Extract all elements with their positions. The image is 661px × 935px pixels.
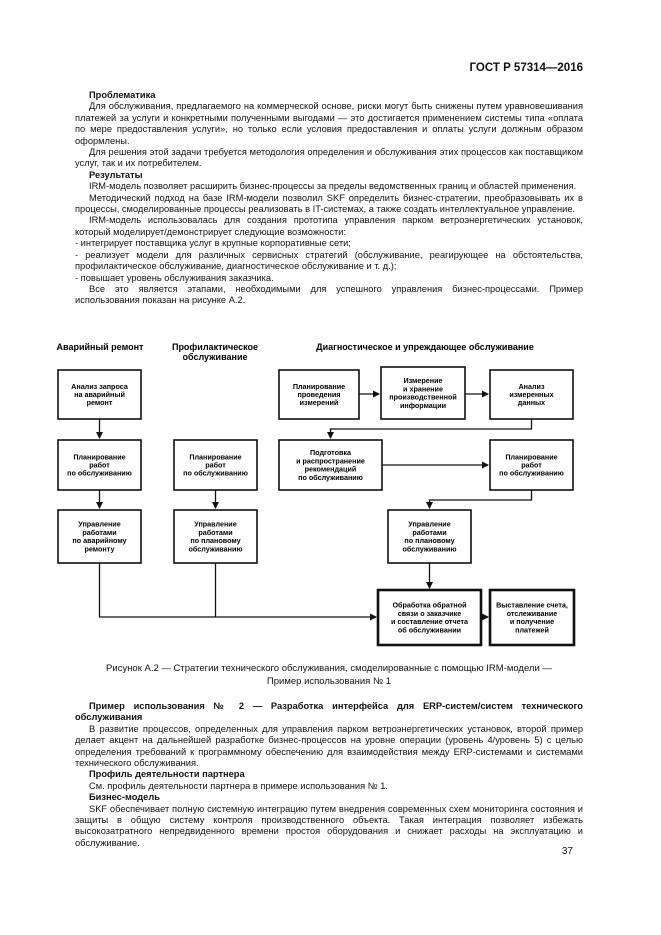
process-diagram	[50, 332, 590, 652]
paragraph: См. профиль деятельности партнера в примере использования № 1.	[89, 780, 389, 791]
paragraph: IRM-модель использовалась для создания прототипа управления парком ветроэнергетических установок, который моделирует/демонстрирует следующие возможности:	[75, 215, 583, 237]
box-label-line: Подготовка	[310, 448, 351, 458]
heading-partner-profile: Профиль деятельности партнера	[89, 769, 245, 780]
box-label-line: связи о заказчике	[397, 608, 462, 618]
heading-problem: Проблематика	[89, 90, 156, 100]
box-label-line: по плановому	[190, 536, 241, 546]
box-plan-emergency	[58, 440, 141, 490]
figure-caption	[75, 663, 583, 688]
document-id: ГОСТ Р 57314—2016	[469, 62, 583, 74]
box-label-line: Планирование	[189, 452, 242, 462]
box-label-line: Управление	[78, 519, 121, 529]
box-label-line: измерений	[299, 398, 339, 408]
paragraph: Методический подход на базе IRM-модели позволил SKF определить бизнес-стратегии, преобразовывать их в процессы, смоделированные процессы реализовать в IT-системах, а также создать интеллектуальное управление.	[75, 192, 583, 215]
box-label-line: работами	[198, 527, 233, 537]
box-label-line: работ	[205, 460, 226, 470]
box-label-line: Выставление счета,	[496, 600, 568, 610]
box-label	[293, 382, 345, 407]
box-label-line: по обслуживанию	[183, 468, 248, 478]
box-label-line: по обслуживанию	[499, 468, 564, 478]
list-item: - интегрирует поставщика услуг в крупные корпоративные сети;	[75, 238, 351, 249]
box-label-line: проведения	[297, 390, 341, 399]
box-manage-emergency	[58, 510, 141, 563]
box-label-line: данных	[517, 398, 546, 408]
box-invoice	[490, 590, 574, 645]
bottom-text-section	[75, 701, 583, 849]
box-analyze-request	[58, 370, 141, 419]
box-label-line: Обработка обратной	[392, 600, 467, 610]
paragraph: В развитие процессов, определенных для управления парком ветроэнергетических установок, второй пример делает акцент на дальнейшей разработке бизнес-процессов на уровне операции (уровень 4/уровень 5) с целью определения требований к программному обеспечению для взаимодействия между ERP-системами и системами технического обслуживания.	[75, 723, 583, 769]
box-manage-diagnostic	[388, 510, 471, 563]
col-title-diagnostic: Диагностическое и упреждающее обслуживание	[316, 342, 534, 352]
box-label-line: измеренных	[509, 390, 554, 399]
box-label	[402, 520, 456, 554]
col-title-preventive: обслуживание	[182, 352, 248, 362]
box-label-line: Планирование	[73, 452, 126, 462]
box-label-line: Анализ	[518, 381, 545, 391]
arrow	[430, 490, 532, 508]
paragraph: Все это является этапами, необходимыми для успешного управления бизнес-процессами. Пример использования показан на рисунке А.2.	[75, 283, 583, 306]
paragraph: IRM-модель позволяет расширить бизнес-процессы за пределы ведомственных границ и областей применения.	[89, 181, 577, 192]
box-label-line: работ	[89, 460, 110, 470]
heading-results: Результаты	[89, 169, 143, 180]
box-label-line: Планирование	[505, 452, 558, 462]
col-title-preventive: Профилактическое	[171, 342, 259, 352]
box-label-line: информации	[399, 400, 447, 410]
paragraph: Для решения этой задачи требуется методология определения и обслуживания этих процессов как поставщиком услуг, так и их потребителем.	[75, 147, 583, 169]
col-title-emergency: Аварийный ремонт	[56, 342, 144, 352]
diagram-arrows	[100, 394, 532, 617]
paragraph: SKF обеспечивает полную системную интеграцию путем внедрения современных схем мониторинга состояния и защиты в общую систему контроля производственного объекта. Такая интеграция позволяет избежать высокозатратного непредвиденного времени простоя оборудования и снижает расходы на эксплуатацию и обслуживание.	[75, 803, 583, 848]
box-prepare-recommendations	[279, 440, 382, 490]
box-plan-diagnostic	[490, 440, 573, 490]
box-label-line: об обслуживании	[397, 625, 462, 635]
box-feedback	[378, 590, 481, 645]
box-label-line: и составление отчета	[390, 617, 469, 627]
box-label-line: работами	[82, 527, 117, 537]
box-label-line: по обслуживанию	[67, 468, 132, 478]
box-label-line: Анализ запроса	[71, 381, 128, 391]
box-label-line: платежей	[515, 625, 549, 635]
box-label-line: и получение	[509, 617, 555, 627]
box-label-line: по аварийному	[72, 536, 127, 546]
box-label-line: рекомендаций	[304, 464, 357, 474]
list-item: - повышает уровень обслуживания заказчика.	[75, 272, 274, 283]
paragraph: Для обслуживания, предлагаемого на коммерческой основе, риски могут быть снижены путем уравновешивания платежей за услуги и конкретными полученными выгодами — это достигается применением системы типа «оплата по мере предоставления услуги», но только если условия предоставления и оплаты услуги должным образом оформлены.	[75, 101, 583, 146]
box-label-line: на аварийный	[74, 390, 125, 399]
box-label-line: обслуживанию	[188, 544, 243, 554]
box-analyze-data	[490, 370, 573, 419]
box-label-line: и распространение	[296, 456, 365, 466]
caption-line: Пример использования № 1	[266, 675, 392, 687]
box-label-line: ремонт	[86, 398, 113, 408]
caption-line: Рисунок А.2 — Стратегии технического обслуживания, смоделированные с помощью IRM-модели —	[106, 663, 552, 674]
box-measure-store	[381, 367, 465, 419]
box-label-line: работами	[412, 527, 447, 537]
arrow	[100, 563, 377, 617]
box-label-line: ремонту	[84, 544, 115, 554]
box-label-line: по обслуживанию	[298, 472, 363, 482]
arrow	[331, 419, 532, 438]
heading-example-2: Пример использования № 2 — Разработка интерфейса для ERP-систем/систем технического обслуживания	[75, 701, 583, 723]
box-label-line: отслеживание	[506, 608, 558, 618]
top-text-section	[75, 90, 583, 307]
box-label-line: по плановому	[404, 536, 455, 546]
box-label-line: обслуживанию	[402, 544, 457, 554]
box-label-line: Планирование	[292, 381, 346, 391]
box-label	[391, 601, 469, 635]
box-label-line: Управление	[408, 519, 451, 529]
box-label-line: и хранение	[403, 384, 443, 394]
box-label-line: работ	[521, 460, 542, 470]
box-label-line: Измерение	[403, 376, 443, 386]
box-plan-preventive	[174, 440, 257, 490]
heading-business-model: Бизнес-модель	[89, 792, 160, 803]
box-label-line: Управление	[194, 519, 237, 529]
box-plan-measurements	[279, 370, 359, 419]
box-label	[188, 520, 242, 554]
list-item: - реализует модели для различных сервисных стратегий (обслуживание, реагирующее на обстоятельства, профилактическое обслуживание, диагностическое обслуживание и т. д.);	[75, 249, 583, 272]
box-manage-preventive	[174, 510, 257, 563]
box-label-line: производственной	[389, 392, 457, 402]
page-number: 37	[561, 846, 573, 857]
